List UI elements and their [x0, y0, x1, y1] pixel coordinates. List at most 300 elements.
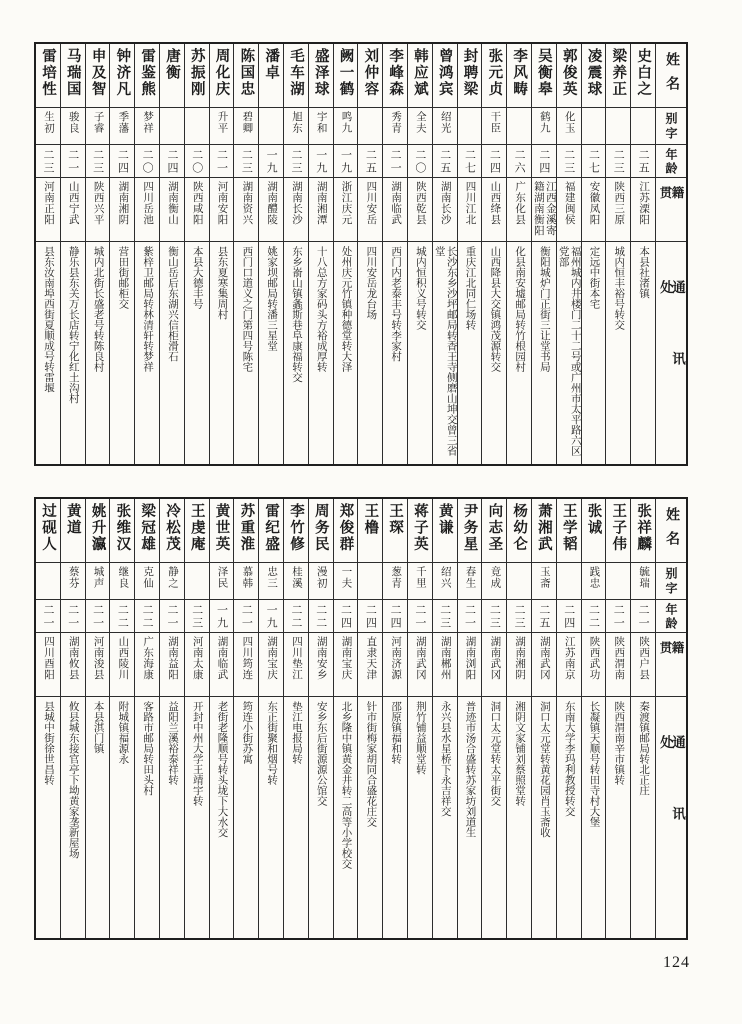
courtesy-name-cell-text: 化玉 — [563, 111, 575, 134]
native-place-cell — [334, 178, 358, 242]
age-cell — [358, 145, 382, 178]
native-place-cell-text: 浙江庆元 — [340, 181, 352, 225]
contact-cell-text: 本县社渚镇 — [638, 246, 650, 299]
courtesy-name-cell — [482, 108, 506, 145]
age-cell — [160, 145, 184, 178]
person-name-cell-text: 王橹 — [362, 503, 379, 536]
courtesy-name-cell — [135, 108, 159, 145]
contact-cell-text: 重庆江北同仁场转 — [464, 246, 476, 330]
contact-cell-text: 化县南安墟邮局转竹根园村 — [514, 246, 526, 372]
native-place-cell — [284, 633, 308, 697]
contact-cell — [507, 242, 531, 464]
age-cell — [210, 600, 234, 633]
age-cell — [433, 145, 457, 178]
native-place-cell — [160, 633, 184, 697]
native-place-cell — [86, 178, 110, 242]
courtesy-name-cell — [210, 563, 234, 600]
age-cell — [334, 600, 358, 633]
contact-cell-text: 筠连小街苏寓 — [241, 701, 253, 764]
age-cell — [383, 145, 407, 178]
courtesy-name-cell-text: 宇和 — [315, 111, 327, 134]
courtesy-name-cell-text: 鸣九 — [340, 111, 352, 134]
header-name-label — [656, 44, 686, 108]
person-column — [135, 44, 160, 464]
contact-cell — [210, 242, 234, 464]
age-cell — [135, 600, 159, 633]
person-name-cell — [482, 44, 506, 108]
person-name-cell — [110, 44, 134, 108]
age-cell-text: 二五 — [364, 149, 377, 175]
contact-cell — [482, 242, 506, 464]
native-place-cell-text: 江苏溧阳 — [638, 181, 650, 225]
native-place-cell-text: 湖南益阳 — [166, 636, 178, 680]
age-cell — [160, 600, 184, 633]
courtesy-name-cell-text: 慕韩 — [241, 566, 253, 589]
person-name-cell-text: 张维汉 — [114, 503, 131, 553]
person-name-cell-text: 凌震球 — [585, 48, 602, 98]
age-cell-text: 二三 — [41, 149, 54, 175]
native-place-cell-text: 四川安岳 — [365, 181, 377, 225]
native-place-cell-text: 广东化县 — [514, 181, 526, 225]
courtesy-name-cell — [383, 108, 407, 145]
native-place-cell-text: 河南安阳 — [216, 181, 228, 225]
courtesy-name-cell — [408, 563, 432, 600]
native-place-cell — [36, 178, 60, 242]
contact-cell — [110, 242, 134, 464]
contact-cell-text: 本县大德丰号 — [191, 246, 203, 309]
native-place-cell-text: 陕西咸阳 — [191, 181, 203, 225]
person-name-cell-text: 向志圣 — [486, 503, 503, 553]
native-place-cell-text: 四川江北 — [464, 181, 476, 225]
native-place-cell — [383, 633, 407, 697]
native-place-cell-text: 河南正阳 — [42, 181, 54, 225]
native-place-cell-text: 广东海康 — [142, 636, 154, 680]
native-place-cell — [86, 633, 110, 697]
native-place-cell — [309, 633, 333, 697]
person-name-cell — [358, 44, 382, 108]
person-column — [532, 44, 557, 464]
contact-cell-text: 益阳兰溪裕泰祥转 — [166, 701, 178, 785]
person-column — [36, 499, 61, 938]
contact-cell — [110, 697, 134, 938]
courtesy-name-cell — [507, 108, 531, 145]
age-cell — [61, 145, 85, 178]
native-place-cell — [358, 178, 382, 242]
native-place-cell — [631, 178, 655, 242]
native-place-cell-text: 湖南郴州 — [439, 636, 451, 680]
age-cell — [482, 145, 506, 178]
contact-cell — [606, 242, 630, 464]
native-place-cell-text: 陕西武功 — [588, 636, 600, 680]
native-place-cell — [210, 633, 234, 697]
courtesy-name-cell-text: 梦祥 — [142, 111, 154, 134]
person-name-cell-text: 盛泽球 — [312, 48, 329, 98]
age-cell — [358, 600, 382, 633]
age-cell — [185, 145, 209, 178]
person-name-cell-text: 曾鸿宾 — [436, 48, 453, 98]
person-name-cell-text: 雷纪盛 — [263, 503, 280, 553]
age-cell — [234, 600, 258, 633]
person-name-cell-text: 王学韬 — [560, 503, 577, 553]
contact-cell — [358, 697, 382, 938]
person-name-cell-text: 张诚 — [585, 503, 602, 536]
person-name-cell-text: 杨幼仑 — [511, 503, 528, 553]
native-place-cell-text: 湖南临武 — [216, 636, 228, 680]
native-place-cell — [309, 178, 333, 242]
person-column — [557, 499, 582, 938]
person-column — [110, 499, 135, 938]
person-column — [433, 499, 458, 938]
native-place-cell-text: 湖南资兴 — [241, 181, 253, 225]
native-place-cell — [185, 633, 209, 697]
native-place-cell-text: 湖南长沙 — [439, 181, 451, 225]
person-column — [408, 499, 433, 938]
courtesy-name-cell-text: 秀青 — [390, 111, 402, 134]
person-name-cell-text: 陈国忠 — [238, 48, 255, 98]
contact-cell-text: 衡阳城炉门正街三让堂书局 — [538, 246, 550, 372]
contact-cell-text: 湘阴文家铺刘蔡照堂转 — [514, 701, 526, 806]
person-name-cell — [259, 44, 283, 108]
courtesy-name-cell-text: 干臣 — [489, 111, 501, 134]
contact-cell — [334, 697, 358, 938]
age-cell — [110, 145, 134, 178]
age-cell — [408, 600, 432, 633]
person-name-cell-text: 韩应斌 — [411, 48, 428, 98]
native-place-cell-text: 湖南湘阴 — [514, 636, 526, 680]
native-place-cell — [433, 178, 457, 242]
header-name-label — [656, 499, 686, 563]
age-cell — [582, 600, 606, 633]
age-cell-text: 二一 — [463, 604, 476, 630]
native-place-cell — [334, 633, 358, 697]
age-cell-text: 二二 — [141, 604, 154, 630]
header-column — [656, 44, 686, 464]
person-name-cell-text: 苏振刚 — [188, 48, 205, 98]
person-name-cell — [433, 499, 457, 563]
header-courtesy-name-label — [656, 563, 686, 600]
courtesy-name-cell — [36, 108, 60, 145]
courtesy-name-cell — [532, 563, 556, 600]
person-name-cell-text: 黄道 — [64, 503, 81, 536]
native-place-cell-text: 陕西户县 — [638, 636, 650, 680]
person-column — [334, 44, 359, 464]
person-name-cell-text: 尹务星 — [461, 503, 478, 553]
person-column — [309, 499, 334, 938]
courtesy-name-cell-text: 一夫 — [340, 566, 352, 589]
contact-cell — [383, 242, 407, 464]
person-column — [135, 499, 160, 938]
courtesy-name-cell-text: 春生 — [464, 566, 476, 589]
person-column — [383, 44, 408, 464]
age-cell — [36, 145, 60, 178]
age-cell — [557, 600, 581, 633]
contact-cell — [135, 697, 159, 938]
age-cell — [210, 145, 234, 178]
native-place-cell-text: 四川岳池 — [142, 181, 154, 225]
age-cell — [507, 600, 531, 633]
contact-cell — [482, 697, 506, 938]
age-cell-text: 二一 — [215, 149, 228, 175]
age-cell-text: 二五 — [537, 604, 550, 630]
native-place-cell — [532, 178, 556, 242]
contact-cell-text: 城内恒积义号转交 — [414, 246, 426, 330]
native-place-cell — [606, 178, 630, 242]
person-name-cell-text: 张祥麟 — [635, 503, 652, 553]
courtesy-name-cell-text: 蔡芬 — [67, 566, 79, 589]
person-name-cell — [334, 44, 358, 108]
native-place-cell — [458, 633, 482, 697]
person-column — [507, 44, 532, 464]
courtesy-name-cell — [458, 108, 482, 145]
person-column — [36, 44, 61, 464]
courtesy-name-cell-text: 泽民 — [216, 566, 228, 589]
person-name-cell-text: 王虔庵 — [188, 503, 205, 553]
person-name-cell — [482, 499, 506, 563]
age-cell-text: 二四 — [488, 149, 501, 175]
age-cell-text: 二四 — [339, 604, 352, 630]
age-cell-text: 二七 — [463, 149, 476, 175]
person-column — [284, 44, 309, 464]
native-place-cell-text: 四川筠连 — [241, 636, 253, 680]
contact-cell — [86, 242, 110, 464]
native-place-cell — [210, 178, 234, 242]
contact-cell — [631, 697, 655, 938]
native-place-cell — [110, 178, 134, 242]
person-name-cell — [507, 499, 531, 563]
person-name-cell-text: 雷培性 — [39, 48, 56, 98]
courtesy-name-cell — [61, 563, 85, 600]
person-column — [185, 44, 210, 464]
person-name-cell-text: 王琛 — [387, 503, 404, 536]
courtesy-name-cell — [358, 108, 382, 145]
courtesy-name-cell-text: 城声 — [92, 566, 104, 589]
contact-cell — [582, 697, 606, 938]
person-name-cell-text: 李风畴 — [511, 48, 528, 98]
header-contact-text: 通讯处 — [658, 280, 685, 423]
person-name-cell-text: 李峰森 — [387, 48, 404, 98]
contact-cell-text: 秦渡镇邮局转北正庄 — [638, 701, 650, 796]
person-name-cell-text: 萧湘武 — [535, 503, 552, 553]
age-cell-text: 二一 — [66, 604, 79, 630]
contact-cell — [259, 697, 283, 938]
person-column — [631, 44, 656, 464]
person-name-cell — [86, 499, 110, 563]
person-name-cell — [383, 499, 407, 563]
person-name-cell — [309, 499, 333, 563]
age-cell-text: 二三 — [240, 149, 253, 175]
header-age-text: 年龄 — [664, 603, 678, 631]
courtesy-name-cell-text: 克仙 — [142, 566, 154, 589]
courtesy-name-cell-text: 静之 — [166, 566, 178, 589]
age-cell-text: 二二 — [289, 604, 302, 630]
age-cell-text: 一九 — [339, 149, 352, 175]
courtesy-name-cell — [61, 108, 85, 145]
person-name-cell — [557, 44, 581, 108]
header-contact-label — [656, 242, 686, 464]
contact-cell-text: 安乡东后街源源公馆交 — [315, 701, 327, 806]
native-place-cell-text: 山西绛县 — [489, 181, 501, 225]
contact-cell — [532, 697, 556, 938]
age-cell-text: 二三 — [513, 604, 526, 630]
age-cell — [185, 600, 209, 633]
native-place-cell — [61, 633, 85, 697]
contact-cell — [309, 242, 333, 464]
contact-cell-text: 姚家坝邮局转潘三星堂 — [266, 246, 278, 351]
contact-cell-text: 客路市邮局转田头村 — [142, 701, 154, 796]
person-column — [334, 499, 359, 938]
person-column — [110, 44, 135, 464]
courtesy-name-cell-text: 千里 — [414, 566, 426, 589]
age-cell-text: 二二 — [116, 604, 129, 630]
courtesy-name-cell — [358, 563, 382, 600]
person-column — [582, 44, 607, 464]
contact-cell — [408, 697, 432, 938]
age-cell-text: 二二 — [314, 604, 327, 630]
courtesy-name-cell — [110, 108, 134, 145]
person-column — [606, 499, 631, 938]
header-courtesy-name-label — [656, 108, 686, 145]
contact-cell — [259, 242, 283, 464]
person-column — [433, 44, 458, 464]
courtesy-name-cell — [259, 563, 283, 600]
age-cell — [86, 600, 110, 633]
contact-cell-text: 洞口太元堂转太平街交 — [489, 701, 501, 806]
contact-cell — [557, 697, 581, 938]
courtesy-name-cell — [433, 108, 457, 145]
person-name-cell — [36, 499, 60, 563]
person-column — [259, 499, 284, 938]
person-name-cell-text: 梁冠雄 — [139, 503, 156, 553]
person-column — [234, 499, 259, 938]
age-cell-text: 二五 — [637, 149, 650, 175]
courtesy-name-cell — [185, 563, 209, 600]
native-place-cell — [482, 178, 506, 242]
native-place-cell — [234, 633, 258, 697]
person-column — [61, 44, 86, 464]
person-name-cell-text: 黄谦 — [436, 503, 453, 536]
age-cell — [383, 600, 407, 633]
contact-cell-text: 福州城内井楼门二十二号或广州市太平路六区党部 — [557, 246, 581, 456]
contact-cell-text: 山西降县大交镇鸿茂源转交 — [489, 246, 501, 372]
contact-cell-text: 城内恒丰裕号转交 — [613, 246, 625, 330]
age-cell — [408, 145, 432, 178]
contact-cell-text: 城内北街长盛老号转陈良村 — [92, 246, 104, 372]
age-cell-text: 一九 — [314, 149, 327, 175]
native-place-cell-text: 湖南长沙 — [290, 181, 302, 225]
courtesy-name-cell-text: 葱青 — [390, 566, 402, 589]
native-place-cell-text: 江西金溪寄籍湖南衡阳 — [532, 181, 556, 236]
age-cell — [532, 145, 556, 178]
contact-cell — [433, 242, 457, 464]
age-cell-text: 二三 — [190, 604, 203, 630]
contact-cell-text: 营田街邮柜交 — [117, 246, 129, 309]
person-column — [61, 499, 86, 938]
courtesy-name-cell-text: 践忠 — [588, 566, 600, 589]
native-place-cell — [185, 178, 209, 242]
person-column — [284, 499, 309, 938]
age-cell-text: 二四 — [165, 149, 178, 175]
person-name-cell-text: 李竹修 — [287, 503, 304, 553]
person-name-cell — [582, 499, 606, 563]
person-name-cell — [631, 44, 655, 108]
courtesy-name-cell — [234, 108, 258, 145]
contact-cell-text: 衡山岳后东湖兴信柜滑石 — [166, 246, 178, 362]
age-cell-text: 一九 — [265, 604, 278, 630]
courtesy-name-cell — [259, 108, 283, 145]
person-column — [458, 499, 483, 938]
courtesy-name-cell-text: 子睿 — [92, 111, 104, 134]
contact-cell — [284, 242, 308, 464]
courtesy-name-cell-text: 旭东 — [290, 111, 302, 134]
courtesy-name-cell — [606, 108, 630, 145]
person-name-cell — [160, 44, 184, 108]
header-courtesy-name-text: 别字 — [664, 567, 678, 597]
age-cell-text: 二四 — [562, 604, 575, 630]
courtesy-name-cell — [309, 108, 333, 145]
age-cell-text: 一九 — [215, 604, 228, 630]
courtesy-name-cell — [234, 563, 258, 600]
age-cell — [36, 600, 60, 633]
header-age-text: 年龄 — [664, 148, 678, 176]
contact-cell-text: 本县淇门镇 — [92, 701, 104, 754]
contact-cell-text: 邵原镇福和转 — [390, 701, 402, 764]
contact-cell — [61, 242, 85, 464]
person-column — [557, 44, 582, 464]
age-cell-text: 二五 — [438, 149, 451, 175]
native-place-cell — [160, 178, 184, 242]
native-place-cell — [532, 633, 556, 697]
header-native-place-text: 籍贯 — [658, 641, 684, 670]
contact-cell — [284, 697, 308, 938]
native-place-cell — [458, 178, 482, 242]
page-number: 124 — [663, 954, 690, 971]
courtesy-name-cell-text: 毓瑞 — [638, 566, 650, 589]
header-native-place-text: 籍贯 — [658, 186, 684, 215]
courtesy-name-cell-text: 绍兴 — [439, 566, 451, 589]
contact-cell-text: 西门口道义之门第四号陈宅 — [241, 246, 253, 372]
courtesy-name-cell-text: 桂溪 — [290, 566, 302, 589]
courtesy-name-cell — [135, 563, 159, 600]
native-place-cell — [135, 178, 159, 242]
contact-cell-text: 垫江电报局转 — [290, 701, 302, 764]
contact-cell-text: 长沙东乡沙坪邮局转香王寺侧磨山坤交曾三省堂 — [433, 246, 457, 456]
person-column — [234, 44, 259, 464]
person-name-cell-text: 冷松茂 — [163, 503, 180, 553]
person-name-cell — [606, 44, 630, 108]
native-place-cell-text: 山西宁武 — [67, 181, 79, 225]
courtesy-name-cell-text: 生初 — [42, 111, 54, 134]
native-place-cell-text: 福建闽侯 — [563, 181, 575, 225]
person-column — [408, 44, 433, 464]
contact-cell-text: 西门内老泰丰号转李家村 — [390, 246, 402, 362]
age-cell — [458, 600, 482, 633]
native-place-cell — [408, 178, 432, 242]
contact-cell-text: 定远中街本宅 — [588, 246, 600, 309]
person-column — [86, 44, 111, 464]
directory-table-top — [34, 42, 688, 466]
age-cell-text: 二一 — [165, 604, 178, 630]
header-age-label — [656, 600, 686, 633]
age-cell — [631, 145, 655, 178]
contact-cell-text: 县东汝南埠西街夏顺成号转雷堰 — [42, 246, 54, 393]
age-cell — [482, 600, 506, 633]
person-column — [383, 499, 408, 938]
person-name-cell — [284, 499, 308, 563]
contact-cell — [532, 242, 556, 464]
age-cell-text: 二四 — [389, 604, 402, 630]
courtesy-name-cell — [458, 563, 482, 600]
person-column — [160, 44, 185, 464]
